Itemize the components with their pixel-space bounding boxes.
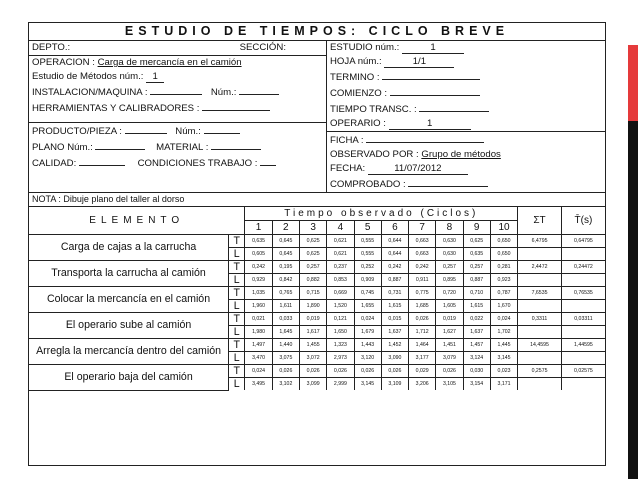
cycle-number: 9 bbox=[463, 221, 490, 235]
reading-marker: L bbox=[229, 352, 245, 365]
time-marker: T bbox=[229, 287, 245, 300]
table-cell: 0,281 bbox=[490, 261, 517, 274]
cycle-number: 8 bbox=[436, 221, 463, 235]
herramientas-blank bbox=[202, 101, 270, 111]
table-cell: 0,555 bbox=[354, 248, 381, 261]
avg-cell: 0,02575 bbox=[561, 365, 605, 378]
sum-cell: 6,4795 bbox=[518, 235, 562, 248]
avg-cell bbox=[561, 274, 605, 287]
tiempo-transc-row bbox=[327, 101, 605, 117]
table-cell: 1,615 bbox=[381, 300, 408, 313]
hoja-value: 1/1 bbox=[384, 56, 454, 68]
table-cell: 3,177 bbox=[409, 352, 436, 365]
table-cell: 3,102 bbox=[272, 378, 299, 391]
reading-marker: L bbox=[229, 326, 245, 339]
avg-cell: 1,44595 bbox=[561, 339, 605, 352]
table-cell: 0,242 bbox=[245, 261, 272, 274]
table-cell: 0,024 bbox=[245, 365, 272, 378]
table-cell: 3,079 bbox=[436, 352, 463, 365]
time-marker: T bbox=[229, 313, 245, 326]
cycle-number: 2 bbox=[272, 221, 299, 235]
producto-row bbox=[29, 122, 326, 139]
table-cell: 0,887 bbox=[381, 274, 408, 287]
condiciones-label: CONDICIONES TRABAJO : bbox=[137, 158, 258, 169]
time-table bbox=[29, 207, 605, 391]
table-cell: 1,960 bbox=[245, 300, 272, 313]
table-cell: 0,895 bbox=[436, 274, 463, 287]
table-cell: 0,645 bbox=[272, 235, 299, 248]
comienzo-label: COMIENZO : bbox=[330, 88, 388, 99]
operacion-row bbox=[29, 55, 326, 70]
table-cell: 0,026 bbox=[327, 365, 354, 378]
time-study-sheet bbox=[28, 22, 606, 466]
table-cell: 0,023 bbox=[490, 365, 517, 378]
table-cell: 0,195 bbox=[272, 261, 299, 274]
tiempo-header: Tiempo observado (Ciclos) bbox=[245, 207, 518, 221]
instalacion-num-blank bbox=[239, 85, 279, 95]
fecha-value: 11/07/2012 bbox=[368, 163, 468, 175]
table-cell: 1,605 bbox=[436, 300, 463, 313]
table-cell: 0,015 bbox=[381, 313, 408, 326]
comprobado-label: COMPROBADO : bbox=[330, 179, 406, 190]
table-cell: 0,710 bbox=[463, 287, 490, 300]
material-blank bbox=[211, 140, 261, 150]
table-cell: 0,605 bbox=[245, 248, 272, 261]
table-row bbox=[29, 261, 605, 274]
table-cell: 3,120 bbox=[354, 352, 381, 365]
table-cell: 3,109 bbox=[381, 378, 408, 391]
table-cell: 0,625 bbox=[299, 235, 326, 248]
observado-row bbox=[327, 148, 605, 162]
table-cell: 0,252 bbox=[354, 261, 381, 274]
instalacion-num-label: Núm.: bbox=[210, 87, 237, 98]
sum-cell: 2,4472 bbox=[518, 261, 562, 274]
cycle-number: 6 bbox=[381, 221, 408, 235]
time-marker: T bbox=[229, 339, 245, 352]
nota-row: NOTA : Dibuje plano del taller al dorso bbox=[29, 193, 605, 207]
time-marker: T bbox=[229, 261, 245, 274]
table-cell: 3,145 bbox=[490, 352, 517, 365]
elemento-header: ELEMENTO bbox=[29, 207, 245, 235]
table-cell: 0,026 bbox=[381, 365, 408, 378]
reading-marker: L bbox=[229, 274, 245, 287]
table-cell: 1,637 bbox=[381, 326, 408, 339]
table-cell: 3,105 bbox=[436, 378, 463, 391]
table-cell: 0,787 bbox=[490, 287, 517, 300]
table-cell: 2,999 bbox=[327, 378, 354, 391]
table-cell: 0,853 bbox=[327, 274, 354, 287]
operario-row bbox=[327, 117, 605, 131]
table-cell: 1,712 bbox=[409, 326, 436, 339]
operario-label: OPERARIO : bbox=[330, 118, 386, 129]
table-cell: 0,021 bbox=[245, 313, 272, 326]
comprobado-blank bbox=[408, 177, 488, 187]
metodos-label: Estudio de Métodos núm.: bbox=[32, 71, 144, 82]
table-cell: 0,887 bbox=[463, 274, 490, 287]
table-cell: 0,030 bbox=[463, 365, 490, 378]
avg-cell bbox=[561, 300, 605, 313]
table-cell: 3,171 bbox=[490, 378, 517, 391]
herramientas-row bbox=[29, 100, 326, 116]
ficha-row bbox=[327, 131, 605, 148]
table-cell: 0,911 bbox=[409, 274, 436, 287]
sum-cell bbox=[518, 300, 562, 313]
table-cell: 0,715 bbox=[299, 287, 326, 300]
table-cell: 1,617 bbox=[299, 326, 326, 339]
table-cell: 3,145 bbox=[354, 378, 381, 391]
condiciones-blank bbox=[260, 156, 276, 166]
table-cell: 0,842 bbox=[272, 274, 299, 287]
table-header-row-1 bbox=[29, 207, 605, 221]
element-name: Arregla la mercancía dentro del camión bbox=[29, 339, 229, 365]
producto-blank bbox=[125, 124, 167, 134]
header-right bbox=[327, 41, 605, 192]
sum-cell: 0,2575 bbox=[518, 365, 562, 378]
table-cell: 3,072 bbox=[299, 352, 326, 365]
table-cell: 2,973 bbox=[327, 352, 354, 365]
table-cell: 0,663 bbox=[409, 248, 436, 261]
table-cell: 0,630 bbox=[436, 235, 463, 248]
sum-header: ΣT bbox=[518, 207, 562, 235]
table-cell: 1,670 bbox=[490, 300, 517, 313]
table-cell: 0,775 bbox=[409, 287, 436, 300]
sum-cell bbox=[518, 378, 562, 391]
sum-cell bbox=[518, 326, 562, 339]
table-cell: 0,635 bbox=[463, 248, 490, 261]
estudio-row bbox=[327, 41, 605, 55]
table-cell: 1,637 bbox=[463, 326, 490, 339]
table-cell: 1,452 bbox=[381, 339, 408, 352]
reading-marker: L bbox=[229, 378, 245, 391]
reading-marker: L bbox=[229, 300, 245, 313]
table-cell: 0,630 bbox=[436, 248, 463, 261]
table-cell: 0,029 bbox=[409, 365, 436, 378]
black-side-bar bbox=[628, 121, 638, 479]
tiempo-transc-blank bbox=[419, 102, 489, 112]
table-cell: 0,237 bbox=[327, 261, 354, 274]
operacion-value: Carga de mercancía en el camión bbox=[97, 57, 242, 68]
table-cell: 1,497 bbox=[245, 339, 272, 352]
instalacion-row bbox=[29, 84, 326, 100]
observado-label: OBSERVADO POR : bbox=[330, 149, 419, 160]
table-cell: 1,702 bbox=[490, 326, 517, 339]
table-cell: 1,645 bbox=[272, 326, 299, 339]
table-cell: 0,765 bbox=[272, 287, 299, 300]
operario-value: 1 bbox=[389, 118, 471, 130]
table-cell: 1,890 bbox=[299, 300, 326, 313]
table-row bbox=[29, 287, 605, 300]
table-cell: 0,663 bbox=[409, 235, 436, 248]
table-cell: 0,731 bbox=[381, 287, 408, 300]
table-cell: 3,090 bbox=[381, 352, 408, 365]
avg-header: T̄(s) bbox=[561, 207, 605, 235]
table-row bbox=[29, 235, 605, 248]
metodos-value: 1 bbox=[146, 71, 164, 83]
table-cell: 0,026 bbox=[299, 365, 326, 378]
depto-label: DEPTO.: bbox=[32, 42, 71, 53]
header-left bbox=[29, 41, 327, 192]
table-cell: 0,019 bbox=[436, 313, 463, 326]
sum-cell bbox=[518, 352, 562, 365]
table-cell: 3,470 bbox=[245, 352, 272, 365]
seccion-label: SECCIÓN: bbox=[239, 42, 286, 53]
table-cell: 0,625 bbox=[463, 235, 490, 248]
element-name: El operario baja del camión bbox=[29, 365, 229, 391]
table-cell: 0,635 bbox=[245, 235, 272, 248]
depto-row bbox=[29, 41, 326, 55]
sum-cell bbox=[518, 248, 562, 261]
termino-label: TERMINO : bbox=[330, 72, 380, 83]
table-cell: 0,625 bbox=[299, 248, 326, 261]
calidad-row bbox=[29, 155, 326, 171]
producto-num-label: Núm.: bbox=[175, 126, 201, 137]
material-label: MATERIAL : bbox=[156, 142, 209, 153]
table-cell: 3,495 bbox=[245, 378, 272, 391]
sum-cell: 14,4595 bbox=[518, 339, 562, 352]
avg-cell bbox=[561, 326, 605, 339]
avg-cell bbox=[561, 352, 605, 365]
cycle-number: 5 bbox=[354, 221, 381, 235]
cycle-number: 1 bbox=[245, 221, 272, 235]
table-cell: 0,650 bbox=[490, 248, 517, 261]
cycle-number: 7 bbox=[409, 221, 436, 235]
table-cell: 1,685 bbox=[409, 300, 436, 313]
table-cell: 0,026 bbox=[272, 365, 299, 378]
plano-blank bbox=[95, 140, 145, 150]
table-cell: 0,033 bbox=[272, 313, 299, 326]
table-cell: 0,257 bbox=[299, 261, 326, 274]
table-cell: 0,929 bbox=[245, 274, 272, 287]
element-name: Transporta la carrucha al camión bbox=[29, 261, 229, 287]
instalacion-label: INSTALACION/MAQUINA : bbox=[32, 87, 148, 98]
element-name: Colocar la mercancía en el camión bbox=[29, 287, 229, 313]
plano-label: PLANO Núm.: bbox=[32, 142, 93, 153]
table-cell: 1,455 bbox=[299, 339, 326, 352]
header-section bbox=[29, 41, 605, 193]
table-cell: 0,022 bbox=[463, 313, 490, 326]
table-cell: 0,669 bbox=[327, 287, 354, 300]
calidad-blank bbox=[79, 156, 125, 166]
table-cell: 1,655 bbox=[354, 300, 381, 313]
table-cell: 1,520 bbox=[327, 300, 354, 313]
plano-row bbox=[29, 139, 326, 155]
calidad-label: CALIDAD: bbox=[32, 158, 77, 169]
cycle-number: 4 bbox=[327, 221, 354, 235]
table-cell: 0,019 bbox=[299, 313, 326, 326]
producto-label: PRODUCTO/PIEZA : bbox=[32, 126, 122, 137]
cycle-number: 10 bbox=[490, 221, 517, 235]
table-row bbox=[29, 313, 605, 326]
fecha-label: FECHA: bbox=[330, 163, 366, 174]
table-cell: 0,024 bbox=[354, 313, 381, 326]
hoja-row bbox=[327, 55, 605, 69]
tiempo-transc-label: TIEMPO TRANSC. : bbox=[330, 104, 417, 115]
red-side-bar bbox=[628, 45, 638, 121]
termino-row bbox=[327, 69, 605, 85]
table-cell: 0,644 bbox=[381, 248, 408, 261]
avg-cell bbox=[561, 378, 605, 391]
table-cell: 0,621 bbox=[327, 248, 354, 261]
sheet-title: ESTUDIO DE TIEMPOS: CICLO BREVE bbox=[29, 23, 605, 41]
table-cell: 0,242 bbox=[409, 261, 436, 274]
table-cell: 0,644 bbox=[381, 235, 408, 248]
sum-cell: 7,6535 bbox=[518, 287, 562, 300]
table-cell: 0,257 bbox=[436, 261, 463, 274]
table-cell: 1,615 bbox=[463, 300, 490, 313]
avg-cell: 0,76535 bbox=[561, 287, 605, 300]
instalacion-blank bbox=[150, 85, 202, 95]
ficha-label: FICHA : bbox=[330, 135, 364, 146]
metodos-row bbox=[29, 70, 326, 84]
time-marker: T bbox=[229, 365, 245, 378]
avg-cell: 0,03311 bbox=[561, 313, 605, 326]
comienzo-blank bbox=[390, 86, 480, 96]
table-cell: 1,679 bbox=[354, 326, 381, 339]
comprobado-row bbox=[327, 176, 605, 192]
estudio-value: 1 bbox=[402, 42, 464, 54]
table-cell: 3,099 bbox=[299, 378, 326, 391]
table-cell: 0,555 bbox=[354, 235, 381, 248]
avg-cell bbox=[561, 248, 605, 261]
hoja-label: HOJA núm.: bbox=[330, 56, 382, 67]
table-cell: 1,611 bbox=[272, 300, 299, 313]
cycle-number: 3 bbox=[299, 221, 326, 235]
time-marker: T bbox=[229, 235, 245, 248]
table-cell: 0,121 bbox=[327, 313, 354, 326]
table-cell: 3,206 bbox=[409, 378, 436, 391]
table-cell: 0,650 bbox=[490, 235, 517, 248]
sum-cell bbox=[518, 274, 562, 287]
table-cell: 0,257 bbox=[463, 261, 490, 274]
avg-cell: 0,24472 bbox=[561, 261, 605, 274]
element-name: Carga de cajas a la carrucha bbox=[29, 235, 229, 261]
producto-num-blank bbox=[204, 124, 240, 134]
table-body bbox=[29, 235, 605, 391]
fecha-row bbox=[327, 162, 605, 176]
avg-cell: 0,64795 bbox=[561, 235, 605, 248]
termino-blank bbox=[382, 70, 480, 80]
element-name: El operario sube al camión bbox=[29, 313, 229, 339]
observado-value: Grupo de métodos bbox=[421, 149, 501, 160]
table-cell: 1,440 bbox=[272, 339, 299, 352]
table-cell: 3,075 bbox=[272, 352, 299, 365]
herramientas-label: HERRAMIENTAS Y CALIBRADORES : bbox=[32, 103, 200, 114]
table-row bbox=[29, 339, 605, 352]
table-cell: 3,154 bbox=[463, 378, 490, 391]
table-cell: 0,645 bbox=[272, 248, 299, 261]
table-cell: 0,242 bbox=[381, 261, 408, 274]
table-cell: 1,457 bbox=[463, 339, 490, 352]
table-cell: 0,026 bbox=[409, 313, 436, 326]
table-row bbox=[29, 365, 605, 378]
table-cell: 0,026 bbox=[436, 365, 463, 378]
table-cell: 0,026 bbox=[354, 365, 381, 378]
operacion-label: OPERACION : bbox=[32, 57, 95, 68]
table-cell: 1,323 bbox=[327, 339, 354, 352]
table-cell: 0,745 bbox=[354, 287, 381, 300]
reading-marker: L bbox=[229, 248, 245, 261]
ficha-blank bbox=[366, 133, 484, 143]
table-cell: 0,909 bbox=[354, 274, 381, 287]
comienzo-row bbox=[327, 85, 605, 101]
table-cell: 1,445 bbox=[490, 339, 517, 352]
sum-cell: 0,3311 bbox=[518, 313, 562, 326]
table-cell: 1,443 bbox=[354, 339, 381, 352]
table-cell: 3,124 bbox=[463, 352, 490, 365]
table-cell: 1,464 bbox=[409, 339, 436, 352]
table-cell: 1,980 bbox=[245, 326, 272, 339]
table-cell: 1,035 bbox=[245, 287, 272, 300]
estudio-label: ESTUDIO núm.: bbox=[330, 42, 400, 53]
table-cell: 1,627 bbox=[436, 326, 463, 339]
table-cell: 0,024 bbox=[490, 313, 517, 326]
table-cell: 1,451 bbox=[436, 339, 463, 352]
table-cell: 0,882 bbox=[299, 274, 326, 287]
table-cell: 0,923 bbox=[490, 274, 517, 287]
table-cell: 1,650 bbox=[327, 326, 354, 339]
table-cell: 0,621 bbox=[327, 235, 354, 248]
table-cell: 0,720 bbox=[436, 287, 463, 300]
